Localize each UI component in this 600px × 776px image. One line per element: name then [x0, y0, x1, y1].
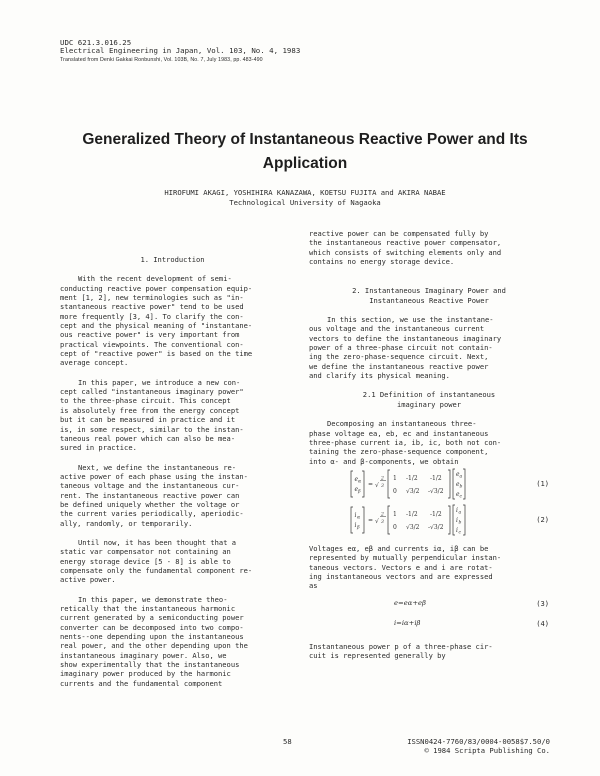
equation-3-expression: e=eα+eβ: [394, 598, 426, 607]
svg-text:1: 1: [393, 510, 397, 518]
equation-2-number: (2): [536, 514, 549, 524]
svg-text:α: α: [358, 479, 362, 485]
svg-text:c: c: [458, 530, 462, 536]
equation-3-number: (3): [536, 598, 549, 608]
svg-text:b: b: [459, 484, 463, 490]
journal-header: [60, 39, 300, 64]
translation-note: Translated from Denki Gakkai Ronbunshi, Vol. 103B, No. 7, July 1983, pp. 483-490: [60, 56, 263, 63]
svg-text:3: 3: [381, 483, 384, 489]
paper-title: [60, 128, 550, 176]
intro-paragraph-4: Until now, it has been thought that a static var compensator not containing an energy storage device [5 - 8] is able to compensate only the fundamental component re- active power.: [60, 537, 253, 585]
svg-text:√3/2: √3/2: [406, 487, 420, 495]
right-paragraph-3: Decomposing an instantaneous three- phase voltage ea, eb, ec and instantaneous three-phase current ia, ib, ic, both not con- taining the zero-phase-sequence component, into α- and β-components, we obtain: [309, 419, 502, 466]
svg-text:-1/2: -1/2: [406, 474, 418, 482]
equation-4-expression: i=iα+iβ: [394, 618, 421, 627]
svg-text:c: c: [459, 494, 463, 500]
affiliation: Technological University of Nagaoka: [229, 198, 381, 207]
equation-2: [309, 502, 549, 538]
svg-text:=: =: [368, 480, 374, 488]
svg-text:-1/2: -1/2: [430, 510, 442, 518]
svg-text:i: i: [354, 521, 357, 529]
right-paragraph-1: reactive power can be compensated fully by the instantaneous reactive power compensator, which consists of switching elements only and contains no energy storage device.: [309, 229, 502, 267]
svg-text:β: β: [358, 489, 361, 495]
author-block: [60, 188, 550, 208]
svg-text:β: β: [357, 525, 360, 531]
intro-paragraph-2: In this paper, we introduce a new con- cept called "instantaneous imaginary power" to the three-phase circuit. This concept is absolutely free from the energy concept but it can be measured in practice and it is, in some respect, similar to the instan- taneous real power which can also be mea- sured in practice.: [60, 377, 244, 453]
right-paragraph-4: Voltages eα, eβ and currents iα, iβ can be represented by mutually perpendicular instan- taneous vectors. Vectors e and i are rotat- ing instantaneous vectors and are expressed as: [309, 543, 502, 591]
copyright-notice: © 1984 Scripta Publishing Co.: [424, 746, 550, 755]
subsection-heading-2-1: 2.1 Definition of instantaneous imaginary power: [362, 390, 496, 409]
svg-text:-1/2: -1/2: [406, 510, 418, 518]
svg-text:e: e: [456, 470, 460, 478]
svg-text:0: 0: [393, 523, 397, 531]
udc-line: UDC 621.3.016.25: [60, 38, 132, 47]
publication-info: [382, 737, 550, 755]
right-paragraph-5: Instantaneous power p of a three-phase cir- cuit is represented generally by: [309, 641, 493, 660]
title-line-1: Generalized Theory of Instantaneous Reactive Power and Its: [82, 131, 528, 148]
svg-text:2: 2: [381, 476, 384, 482]
svg-text:i: i: [456, 526, 458, 534]
svg-text:e: e: [354, 475, 359, 483]
svg-text:1: 1: [393, 474, 397, 482]
svg-text:√: √: [375, 517, 379, 525]
svg-text:0: 0: [393, 487, 397, 495]
journal-line: Electrical Engineering in Japan, Vol. 103, No. 4, 1983: [60, 46, 301, 56]
svg-text:α: α: [357, 515, 361, 521]
equation-1-number: (1): [536, 478, 549, 488]
author-names: HIROFUMI AKAGI, YOSHIHIRA KANAZAWA, KOETSU FUJITA and AKIRA NABAE: [164, 188, 446, 197]
svg-text:a: a: [459, 474, 463, 480]
svg-text:i: i: [354, 511, 357, 519]
equation-3: [309, 597, 549, 610]
svg-text:-1/2: -1/2: [430, 474, 442, 482]
right-paragraph-2: In this section, we use the instantane- ous voltage and the instantaneous current vectors to define the instantaneous imaginary power of a three-phase circuit not contain- ing the zero-phase-sequence circuit. Next, we define the instantaneous reactive power and clarify its physical meaning.: [309, 315, 502, 381]
svg-text:e: e: [354, 485, 359, 493]
intro-paragraph-5: In this paper, we demonstrate theo- retically that the instantaneous harmonic current generated by a semiconducting power converter can be decomposed into two compo- nents--one depending upon the instantaneous real power, and the other depending upon the instantaneous imaginary power. Also, we show experimentally that the instantaneous imaginary power produced by the harmonic currents and the fundamental component: [60, 594, 248, 688]
right-column: [309, 229, 549, 660]
equation-2-graphic: [309, 502, 509, 538]
svg-text:a: a: [458, 510, 462, 516]
svg-text:√3/2: √3/2: [406, 523, 420, 531]
left-column: [60, 255, 285, 688]
intro-paragraph-1: With the recent development of semi- conducting reactive power compensation equip- ment [1, 2], new terminologies such as "in- stantaneous reactive power" tend to be used more frequently [3, 4]. To clarify the con- cept and the physical meaning of "instantane- ous reactive power" is very important from practical viewpoints. The conventional con- cept of "reactive power" is based on the time average concept.: [60, 274, 253, 368]
equation-1-graphic: [309, 466, 509, 502]
svg-text:-√3/2: -√3/2: [428, 523, 444, 531]
svg-text:i: i: [456, 516, 458, 524]
svg-text:√: √: [375, 481, 379, 489]
svg-text:=: =: [368, 516, 374, 524]
svg-text:-√3/2: -√3/2: [428, 487, 444, 495]
equation-4: [309, 617, 549, 630]
svg-text:3: 3: [381, 519, 384, 525]
equation-4-number: (4): [536, 618, 549, 628]
svg-text:e: e: [456, 480, 460, 488]
title-line-2: Application: [262, 155, 348, 172]
equation-1: [309, 466, 549, 502]
svg-text:e: e: [456, 490, 460, 498]
section-heading-2: 2. Instantaneous Imaginary Power and Instantaneous Reactive Power: [352, 286, 506, 305]
section-heading-introduction: 1. Introduction: [140, 255, 205, 264]
intro-paragraph-3: Next, we define the instantaneous re- active power of each phase using the instan- taneous voltage and the instantaneous cur- rent. The instantaneous reactive power can be defined uniquely whether the voltage or the current varies periodically, aperiodic- ally, randomly, or temporarily.: [60, 462, 248, 528]
svg-text:i: i: [456, 506, 458, 514]
svg-text:b: b: [458, 520, 462, 526]
page-number: 58: [283, 737, 292, 746]
svg-text:2: 2: [381, 512, 384, 518]
issn-code: ISSN0424-7760/83/0004-0058$7.50/0: [407, 737, 550, 746]
